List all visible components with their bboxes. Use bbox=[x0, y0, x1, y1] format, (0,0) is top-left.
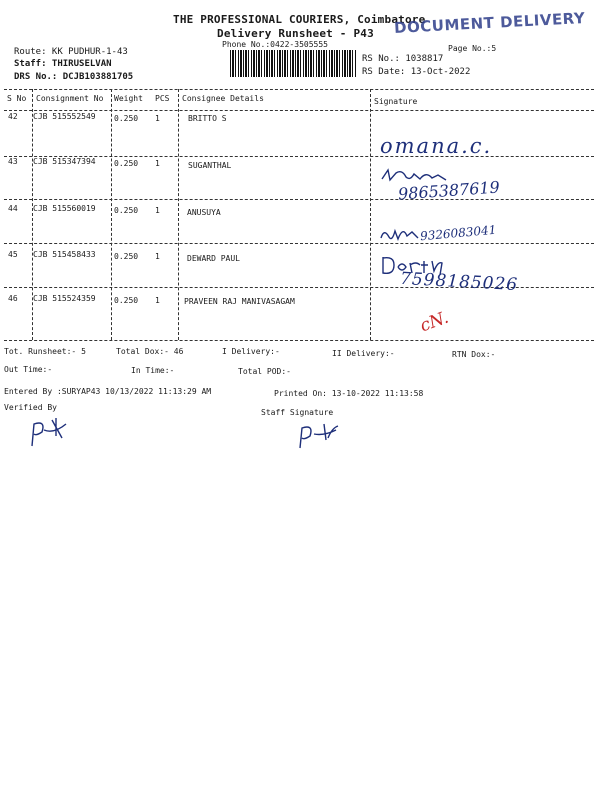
staff-signature-label: Staff Signature bbox=[261, 408, 334, 417]
row-divider bbox=[4, 199, 594, 200]
in-time: In Time:- bbox=[131, 366, 175, 375]
rs-number: RS No.: 1038817 bbox=[362, 54, 444, 64]
row-divider bbox=[4, 243, 594, 244]
row-consignment: CJB 515347394 bbox=[33, 157, 96, 166]
company-title: THE PROFESSIONAL COURIERS, Coimbatore bbox=[173, 13, 426, 26]
document-delivery-stamp: DOCUMENT DELIVERY bbox=[393, 9, 586, 37]
row-weight: 0.250 bbox=[114, 159, 139, 168]
row-pcs: 1 bbox=[155, 296, 160, 305]
row-sno: 44 bbox=[8, 204, 18, 213]
row-weight: 0.250 bbox=[114, 252, 139, 261]
out-time: Out Time:- bbox=[4, 365, 53, 374]
verifier-signature bbox=[26, 416, 78, 450]
printed-on: Printed On: 13-10-2022 11:13:58 bbox=[274, 389, 424, 398]
row-consignee: DEWARD PAUL bbox=[187, 254, 240, 263]
rtn-dox: RTN Dox:- bbox=[452, 350, 496, 359]
row-consignment: CJB 515458433 bbox=[33, 250, 96, 259]
rs-date: RS Date: 13-Oct-2022 bbox=[362, 67, 471, 77]
total-dox: Total Dox:- 46 bbox=[116, 347, 184, 356]
handwritten-phone: 7598185026 bbox=[399, 268, 519, 296]
row-consignee: ANUSUYA bbox=[187, 208, 221, 217]
row-pcs: 1 bbox=[155, 206, 160, 215]
row-sno: 42 bbox=[8, 112, 18, 121]
table-bottom-border bbox=[4, 340, 594, 341]
signature-scribble bbox=[378, 222, 420, 244]
route: Route: KK PUDHUR-1-43 bbox=[14, 47, 128, 57]
verified-by-label: Verified By bbox=[4, 403, 57, 412]
row-sno: 46 bbox=[8, 294, 18, 303]
row-weight: 0.250 bbox=[114, 114, 139, 123]
row-consignment: CJB 515560019 bbox=[33, 204, 96, 213]
row-consignee: PRAVEEN RAJ MANIVASAGAM bbox=[184, 297, 295, 306]
handwritten-phone: 9865387619 bbox=[397, 177, 501, 204]
row-pcs: 1 bbox=[155, 159, 160, 168]
col-header-signature: Signature bbox=[374, 97, 418, 106]
drs-number: DRS No.: DCJB103881705 bbox=[14, 72, 134, 82]
row-sno: 45 bbox=[8, 250, 18, 259]
total-runsheet: Tot. Runsheet:- 5 bbox=[4, 347, 86, 356]
col-header-pcs: PCS bbox=[155, 94, 170, 103]
col-header-weight: Weight bbox=[114, 94, 143, 103]
table-header-border bbox=[4, 110, 594, 111]
row-weight: 0.250 bbox=[114, 296, 139, 305]
col-divider bbox=[370, 89, 371, 340]
handwritten-signature: omana.c. bbox=[380, 134, 493, 158]
row-consignment: CJB 515524359 bbox=[33, 294, 96, 303]
col-header-consignment: Consignment No bbox=[36, 94, 104, 103]
col-divider bbox=[111, 89, 112, 340]
runsheet-title: Delivery Runsheet - P43 bbox=[217, 27, 374, 40]
row-consignee: SUGANTHAL bbox=[188, 161, 232, 170]
table-top-border bbox=[4, 89, 594, 90]
handwritten-initials: cN. bbox=[417, 307, 452, 337]
col-divider bbox=[178, 89, 179, 340]
phone-number: Phone No.:0422-3505555 bbox=[222, 40, 328, 49]
row-consignment: CJB 515552549 bbox=[33, 112, 96, 121]
staff-signature bbox=[294, 420, 342, 452]
row-consignee: BRITTO S bbox=[188, 114, 227, 123]
row-pcs: 1 bbox=[155, 252, 160, 261]
col-header-sno: S No bbox=[7, 94, 27, 103]
col-header-consignee: Consignee Details bbox=[182, 94, 264, 103]
total-pod: Total POD:- bbox=[238, 367, 291, 376]
i-delivery: I Delivery:- bbox=[222, 347, 280, 356]
ii-delivery: II Delivery:- bbox=[332, 349, 395, 358]
entered-by: Entered By :SURYAP43 10/13/2022 11:13:29 AM bbox=[4, 387, 212, 396]
staff-name: Staff: THIRUSELVAN bbox=[14, 59, 112, 69]
row-weight: 0.250 bbox=[114, 206, 139, 215]
row-pcs: 1 bbox=[155, 114, 160, 123]
handwritten-phone: 9326083041 bbox=[419, 222, 497, 244]
row-sno: 43 bbox=[8, 157, 18, 166]
page-number: Page No.:5 bbox=[448, 44, 497, 53]
barcode bbox=[230, 50, 356, 77]
